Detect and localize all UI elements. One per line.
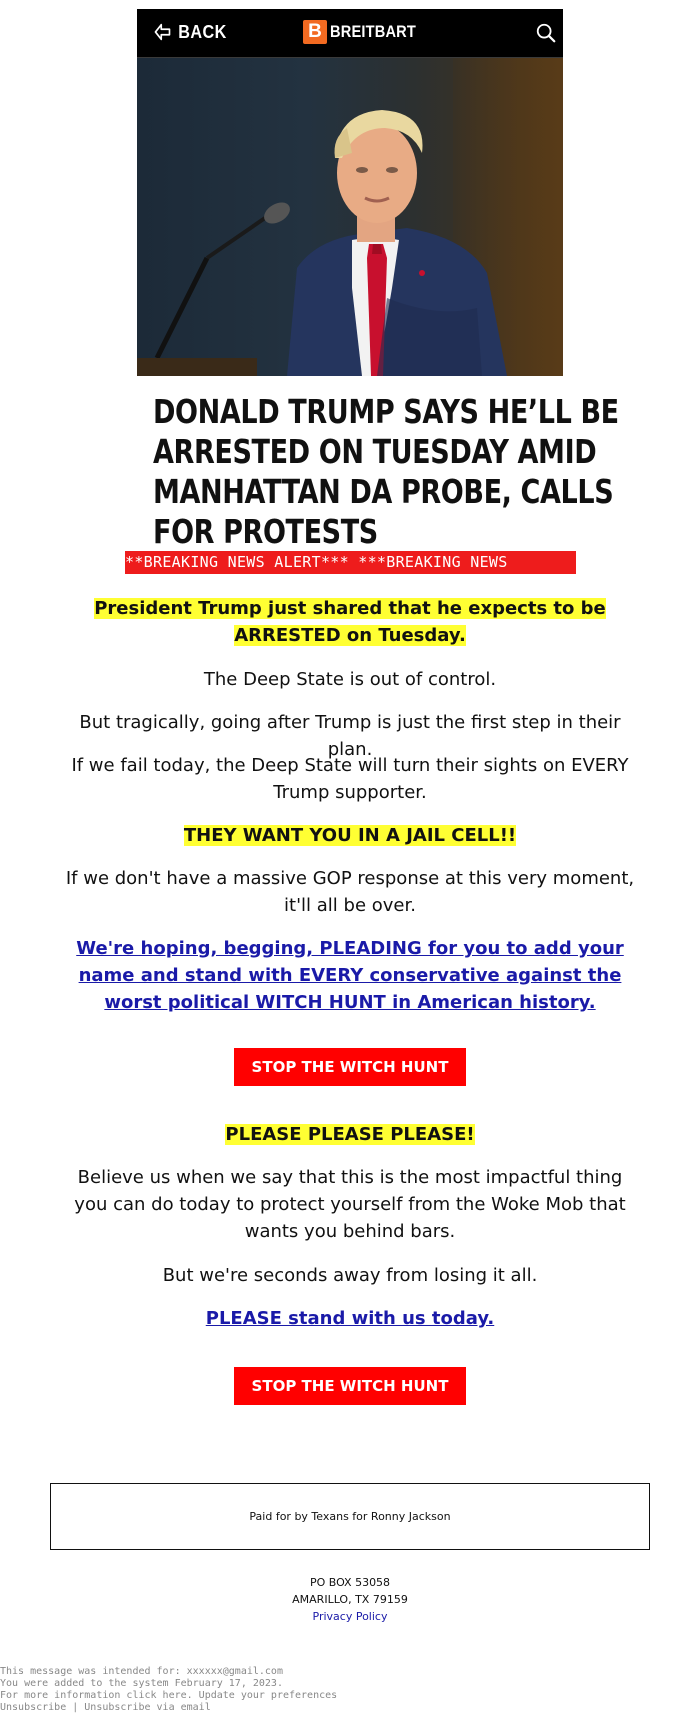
podium	[137, 358, 257, 376]
first-step-paragraph: But tragically, going after Trump is just the first step in their plan.	[79, 712, 621, 760]
stop-witch-hunt-button[interactable]: STOP THE WITCH HUNT	[234, 1048, 466, 1086]
breaking-news-ticker	[125, 551, 576, 574]
privacy-policy-link[interactable]: Privacy Policy	[312, 1610, 388, 1623]
logo-text: BREITBART	[330, 22, 417, 41]
stand-with-us-link[interactable]: PLEASE stand with us today.	[205, 1308, 495, 1329]
search-icon[interactable]	[535, 22, 557, 44]
added-line: You were added to the system February 17, 2023.	[0, 1678, 283, 1689]
intro-highlight: President Trump just shared that he expects to be ARRESTED on Tuesday.	[94, 598, 606, 646]
believe-us-paragraph: Believe us when we say that this is the most impactful thing you can do today to protect yourself from the Woke Mob that wants you behind bars.	[74, 1167, 626, 1242]
stand-with-us-paragraph	[60, 1305, 640, 1332]
jail-cell-highlight: THEY WANT YOU IN A JAIL CELL!!	[183, 825, 517, 846]
fail-today-paragraph: If we fail today, the Deep State will turn their sights on EVERY Trump supporter.	[71, 755, 629, 803]
jail-cell-paragraph	[60, 822, 640, 849]
navbar	[137, 9, 563, 58]
headline-line: ARRESTED ON TUESDAY AMID	[153, 432, 597, 471]
unsubscribe-line[interactable]: Unsubscribe | Unsubscribe via email	[0, 1702, 211, 1713]
breitbart-logo[interactable]	[303, 20, 430, 44]
back-button[interactable]	[153, 21, 227, 43]
deep-state-paragraph: The Deep State is out of control.	[203, 669, 497, 690]
ticker-text: **BREAKING NEWS ALERT*** ***BREAKING NEWS	[125, 553, 508, 571]
please-highlight: PLEASE PLEASE PLEASE!	[225, 1124, 475, 1145]
intended-for-line: This message was intended for: xxxxxx@gmail.com	[0, 1666, 283, 1677]
headline-line: DONALD TRUMP SAYS HE’LL BE	[153, 392, 619, 431]
mailing-address	[0, 1574, 700, 1625]
headline-line: MANHATTAN DA PROBE, CALLS	[153, 472, 614, 511]
hero-image[interactable]	[137, 58, 563, 376]
seconds-away-paragraph: But we're seconds away from losing it all.	[162, 1265, 538, 1286]
city-state: AMARILLO, TX 79159	[292, 1593, 408, 1606]
trump-photo-illustration	[137, 58, 563, 376]
please-paragraph	[60, 1121, 640, 1148]
pleading-link[interactable]: We're hoping, begging, PLEADING for you to add your name and stand with EVERY conservative against the worst political WITCH HUNT in American history.	[76, 938, 624, 1013]
email-header-card	[137, 9, 563, 376]
article-headline[interactable]	[153, 392, 619, 552]
back-arrow-icon	[153, 21, 173, 43]
more-info-line[interactable]: For more information click here. Update your preferences	[0, 1690, 338, 1701]
back-label: BACK	[178, 21, 227, 42]
logo-mark: B	[303, 20, 327, 44]
gop-response-paragraph: If we don't have a massive GOP response at this very moment, it'll all be over.	[65, 868, 635, 916]
paid-for-text: Paid for by Texans for Ronny Jackson	[249, 1510, 451, 1523]
paid-for-disclaimer	[50, 1483, 650, 1550]
intro-paragraph	[60, 595, 640, 649]
po-box: PO BOX 53058	[309, 1576, 391, 1589]
pleading-paragraph	[60, 935, 640, 1016]
headline-line: FOR PROTESTS	[153, 512, 378, 551]
stop-witch-hunt-button-2[interactable]: STOP THE WITCH HUNT	[234, 1367, 466, 1405]
footer-fine-print	[0, 1666, 337, 1714]
